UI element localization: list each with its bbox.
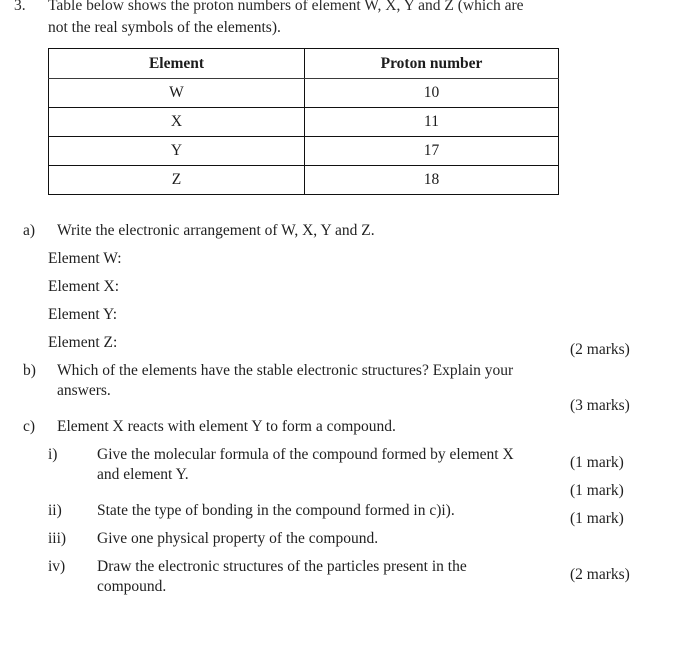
answer-blank-label: Element Z: [48,334,118,351]
part-c-ii-line-1: State the type of bonding in the compound formed in c)i). [97,502,455,519]
element-proton-table [48,48,559,195]
part-c-i-line-1: Give the molecular formula of the compound formed by element X [97,446,514,463]
marks-part-c-iii: (1 mark) [570,510,624,527]
cell-element: W [49,79,305,108]
answer-blank-label: Element W: [48,250,122,267]
answer-blank-element-x [48,277,119,297]
question-part-a [23,221,563,241]
column-header-element: Element [49,49,305,79]
table-header-row [49,49,559,79]
question-part-c [23,417,568,437]
table-row [49,79,559,108]
part-b-text [57,361,568,401]
part-c-iv-line-2: compound. [97,578,167,595]
column-header-proton-number: Proton number [305,49,559,79]
intro-text-line-1: Table below shows the proton numbers of element W, X, Y and Z (which are [48,0,524,14]
answer-blank-element-w [48,249,122,269]
answer-blank-label: Element X: [48,278,120,295]
question-part-c-i [48,445,568,485]
part-b-line-1: Which of the elements have the stable electronic structures? Explain your [57,362,514,379]
part-c-iv-marker: iv) [48,558,66,575]
question-part-c-ii [48,501,568,521]
part-c-i-marker: i) [48,446,58,463]
part-c-i-text [97,445,568,485]
answer-blank-element-y [48,305,117,325]
part-c-marker: c) [23,418,36,435]
part-b-line-2: answers. [57,382,111,399]
marks-part-b: (3 marks) [570,397,630,414]
cell-element: Y [49,137,305,166]
marks-part-c-ii: (1 mark) [570,482,624,499]
part-c-iii-marker: iii) [48,530,67,547]
question-number: 3. [14,0,26,14]
question-part-c-iii [48,529,568,549]
part-c-ii-text [97,501,568,521]
table-row [49,108,559,137]
part-a-text: Write the electronic arrangement of W, X, Y and Z. [57,222,375,239]
part-c-i-line-2: and element Y. [97,466,189,483]
part-a-marker: a) [23,222,36,239]
part-c-iii-line-1: Give one physical property of the compound. [97,530,379,547]
intro-text-line-2: not the real symbols of the elements). [48,19,281,36]
table-row [49,166,559,195]
part-c-iii-text [97,529,568,549]
marks-part-a: (2 marks) [570,341,630,358]
question-part-b [23,361,568,401]
cell-proton-number: 10 [305,79,559,108]
cell-element: Z [49,166,305,195]
marks-part-c-i: (1 mark) [570,454,624,471]
cell-element: X [49,108,305,137]
part-c-iv-text [97,557,568,597]
part-c-text: Element X reacts with element Y to form a compound. [57,418,396,435]
marks-part-c-iv: (2 marks) [570,566,630,583]
answer-blank-element-z [48,333,117,353]
part-c-ii-marker: ii) [48,502,62,519]
answer-blank-label: Element Y: [48,306,118,323]
cell-proton-number: 11 [305,108,559,137]
question-part-c-iv [48,557,568,597]
table-row [49,137,559,166]
cell-proton-number: 18 [305,166,559,195]
part-c-iv-line-1: Draw the electronic structures of the particles present in the [97,558,467,575]
cell-proton-number: 17 [305,137,559,166]
part-b-marker: b) [23,362,36,379]
intro-line-1 [14,0,659,16]
